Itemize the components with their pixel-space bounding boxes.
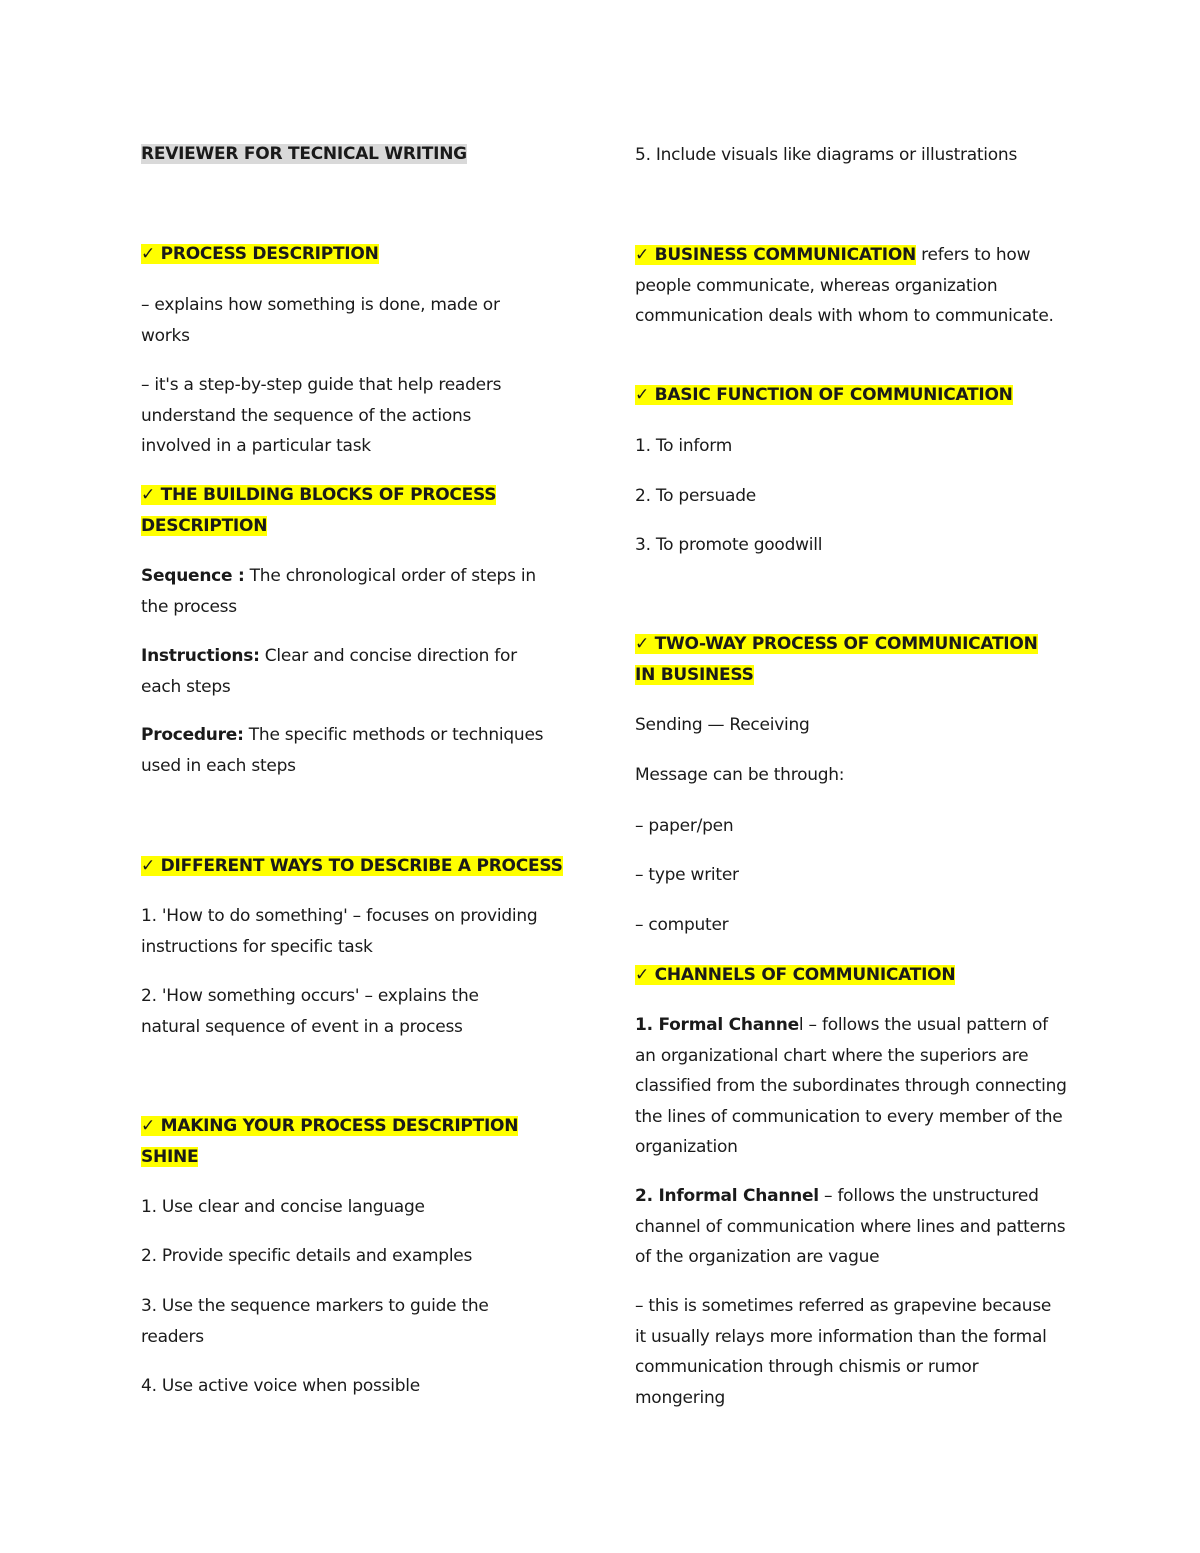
sequence-term: Sequence : <box>141 566 245 586</box>
shine-heading: ✓ MAKING YOUR PROCESS DESCRIPTION SHINE <box>141 1116 519 1167</box>
building-block-sequence <box>141 561 561 622</box>
two-way-item-2: – type writer <box>635 865 739 885</box>
informal-channel-term: 2. Informal Channel <box>635 1186 819 1206</box>
basic-function-heading: ✓ BASIC FUNCTION OF COMMUNICATION <box>635 385 1013 405</box>
shine-item-2: 2. Provide specific details and examples <box>141 1246 473 1266</box>
formal-channel-paragraph <box>635 1010 1067 1163</box>
business-communication-text: refers to how people communicate, whereas organization communication deals with whom to communicate. <box>635 245 1054 326</box>
formal-channel-text: l – follows the usual pattern of an organizational chart where the superiors are classified from the subordinates through connecting the lines of communication to every member of the organization <box>635 1015 1067 1157</box>
instructions-text: Clear and concise direction for each steps <box>141 646 517 697</box>
two-way-item-1: – paper/pen <box>635 816 734 836</box>
business-communication-heading: ✓ BUSINESS COMMUNICATION <box>635 245 917 265</box>
building-block-instructions <box>141 641 541 702</box>
grapevine-paragraph: – this is sometimes referred as grapevine because it usually relays more information than the formal communication through chismis or rumor mongering <box>635 1296 1052 1408</box>
procedure-term: Procedure: <box>141 725 244 745</box>
channels-heading: ✓ CHANNELS OF COMMUNICATION <box>635 965 956 985</box>
informal-channel-text: – follows the unstructured channel of communication where lines and patterns of the organization are vague <box>635 1186 1066 1267</box>
process-description-item-2: – it's a step-by-step guide that help readers understand the sequence of the actions involved in a particular task <box>141 375 502 456</box>
two-way-message: Message can be through: <box>635 765 845 785</box>
title-text: REVIEWER FOR TECNICAL WRITING <box>141 144 467 164</box>
different-ways-heading: ✓ DIFFERENT WAYS TO DESCRIBE A PROCESS <box>141 856 563 876</box>
instructions-term: Instructions: <box>141 646 260 666</box>
process-description-item-1: – explains how something is done, made or works <box>141 295 500 346</box>
basic-function-item-3: 3. To promote goodwill <box>635 535 823 555</box>
shine-item-1: 1. Use clear and concise language <box>141 1197 425 1217</box>
process-description-heading: ✓ PROCESS DESCRIPTION <box>141 244 379 264</box>
procedure-text: The specific methods or techniques used in each steps <box>141 725 544 776</box>
two-way-item-3: – computer <box>635 915 729 935</box>
business-communication-paragraph <box>635 240 1055 332</box>
two-way-sending: Sending — Receiving <box>635 715 810 735</box>
shine-item-5: 5. Include visuals like diagrams or illustrations <box>635 145 1018 165</box>
informal-channel-paragraph <box>635 1181 1067 1273</box>
document-title <box>141 139 576 170</box>
different-ways-item-2: 2. 'How something occurs' – explains the natural sequence of event in a process <box>141 986 479 1037</box>
shine-item-3: 3. Use the sequence markers to guide the readers <box>141 1296 489 1347</box>
basic-function-item-2: 2. To persuade <box>635 486 756 506</box>
shine-item-4: 4. Use active voice when possible <box>141 1376 420 1396</box>
different-ways-item-1: 1. 'How to do something' – focuses on providing instructions for specific task <box>141 906 538 957</box>
building-block-procedure <box>141 720 566 781</box>
basic-function-item-1: 1. To inform <box>635 436 733 456</box>
building-blocks-heading: ✓ THE BUILDING BLOCKS OF PROCESS DESCRIPTION <box>141 485 497 536</box>
formal-channel-term: 1. Formal Channe <box>635 1015 799 1035</box>
two-way-heading: ✓ TWO-WAY PROCESS OF COMMUNICATION IN BUSINESS <box>635 634 1038 685</box>
sequence-text: The chronological order of steps in the process <box>141 566 536 617</box>
